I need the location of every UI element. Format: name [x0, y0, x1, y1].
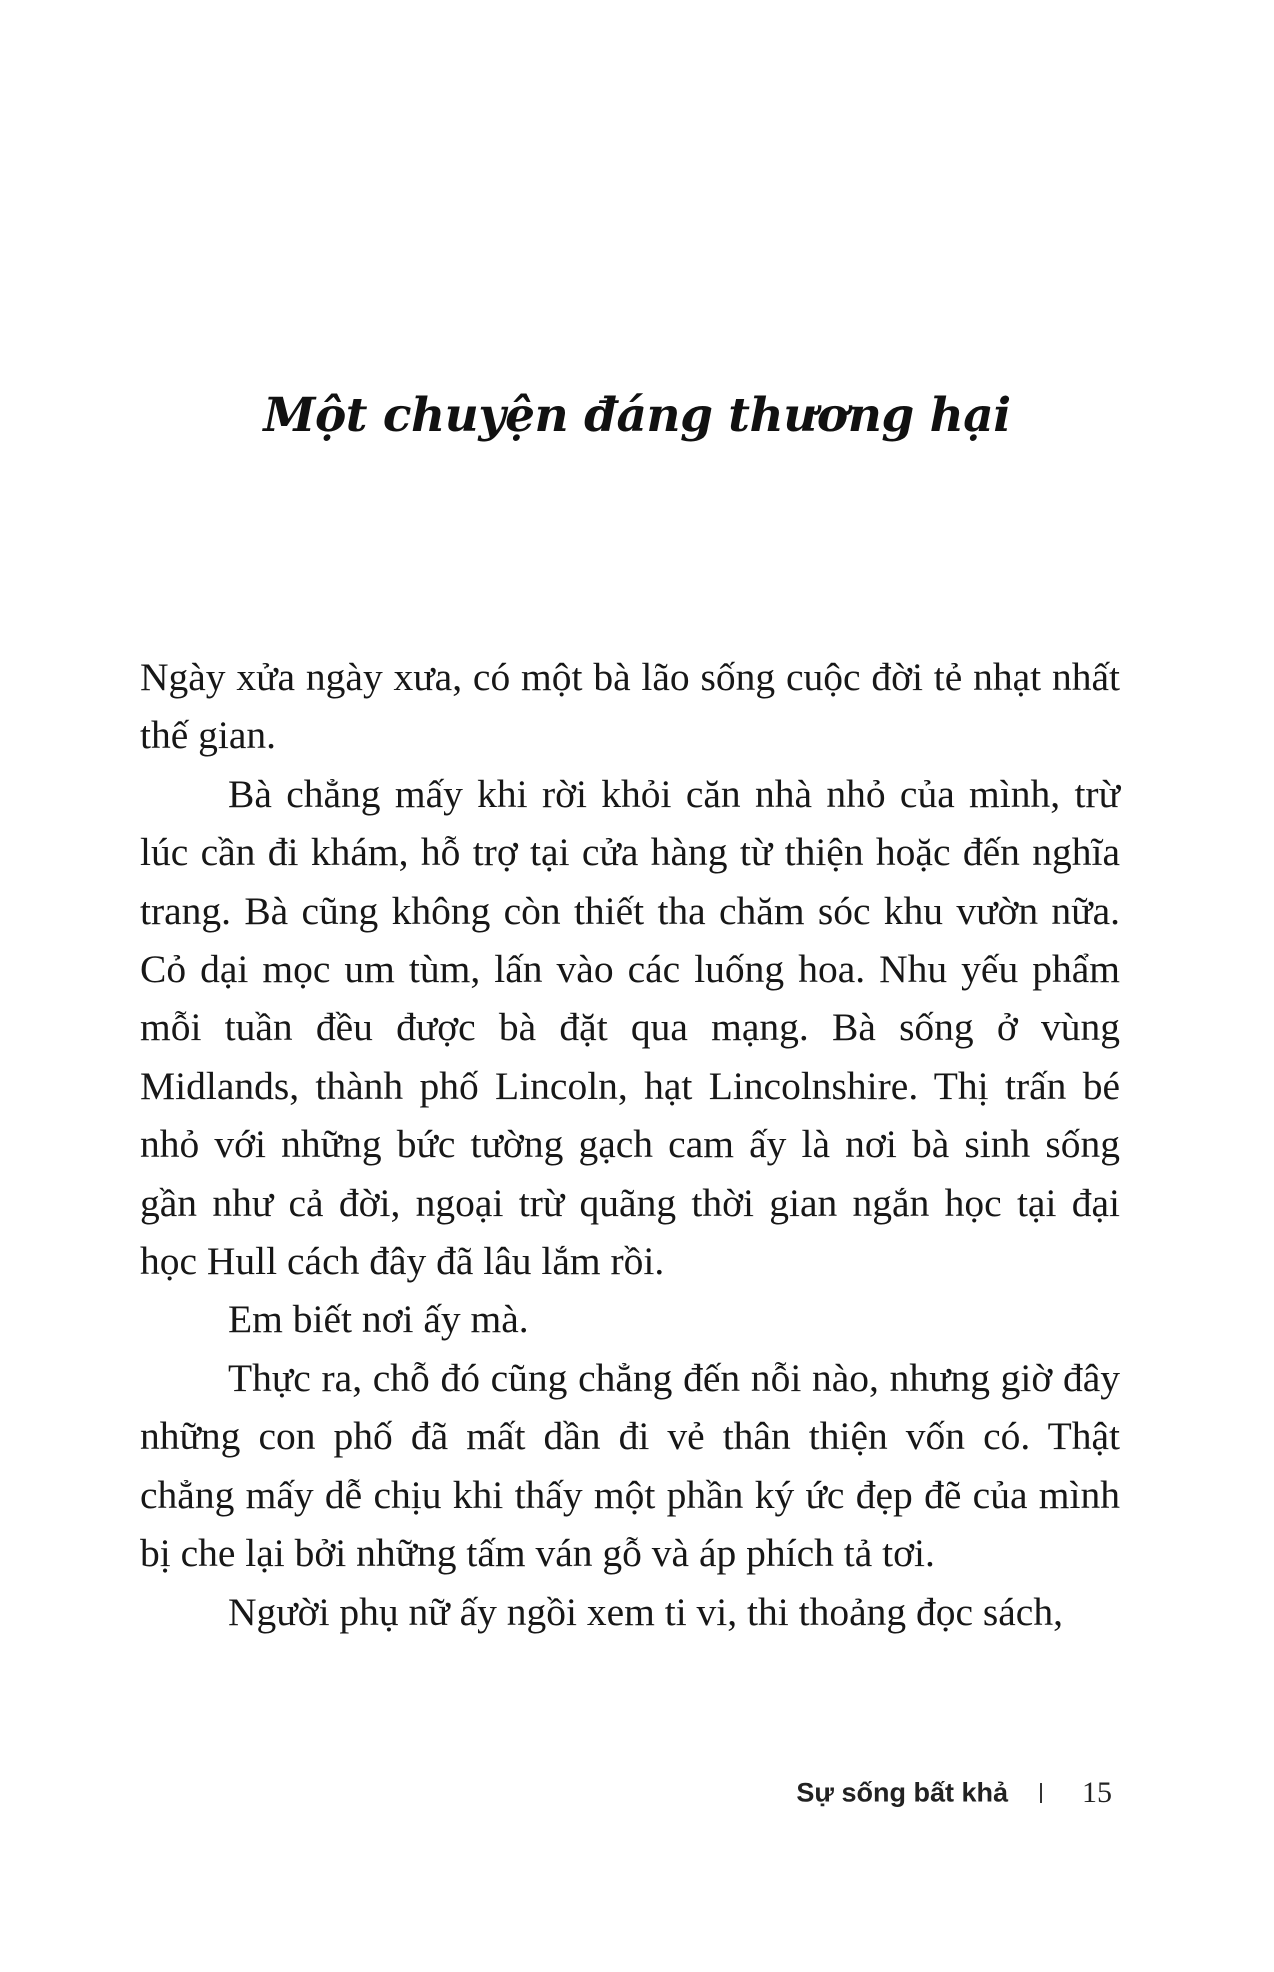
footer-separator — [1040, 1783, 1042, 1803]
paragraph: Người phụ nữ ấy ngồi xem ti vi, thi thoảng đọc sách, — [228, 1589, 1063, 1634]
paragraph: Ngày xửa ngày xưa, có một bà lão sống cuộc đời tẻ nhạt nhất thế gian. — [140, 655, 1120, 758]
chapter-title: Một chuyện đáng thương hại — [263, 388, 1011, 443]
running-head: Sự sống bất khả — [796, 1777, 1008, 1808]
paragraph: Em biết nơi ấy mà. — [228, 1297, 529, 1342]
chapter-body — [140, 648, 1120, 1641]
paragraph: Bà chẳng mấy khi rời khỏi căn nhà nhỏ của mình, trừ lúc cần đi khám, hỗ trợ tại cửa hàng từ thiện hoặc đến nghĩa trang. Bà cũng không còn thiết tha chăm sóc khu vườn nữa. Cỏ dại mọc um tùm, lấn vào các luống hoa. Nhu yếu phẩm mỗi tuần đều được bà đặt qua mạng. Bà sống ở vùng Midlands, thành phố Lincoln, hạt Lincolnshire. Thị trấn bé nhỏ với những bức tường gạch cam ấy là nơi bà sinh sống gần như cả đời, ngoại trừ quãng thời gian ngắn học tại đại học Hull cách đây đã lâu lắm rồi. — [140, 771, 1120, 1284]
paragraph: Thực ra, chỗ đó cũng chẳng đến nỗi nào, nhưng giờ đây những con phố đã mất dần đi vẻ thân thiện vốn có. Thật chẳng mấy dễ chịu khi thấy một phần ký ức đẹp đẽ của mình bị che lại bởi những tấm ván gỗ và áp phích tả tơi. — [140, 1355, 1120, 1576]
page-footer — [0, 1776, 1112, 1816]
page-number: 15 — [1082, 1776, 1112, 1809]
